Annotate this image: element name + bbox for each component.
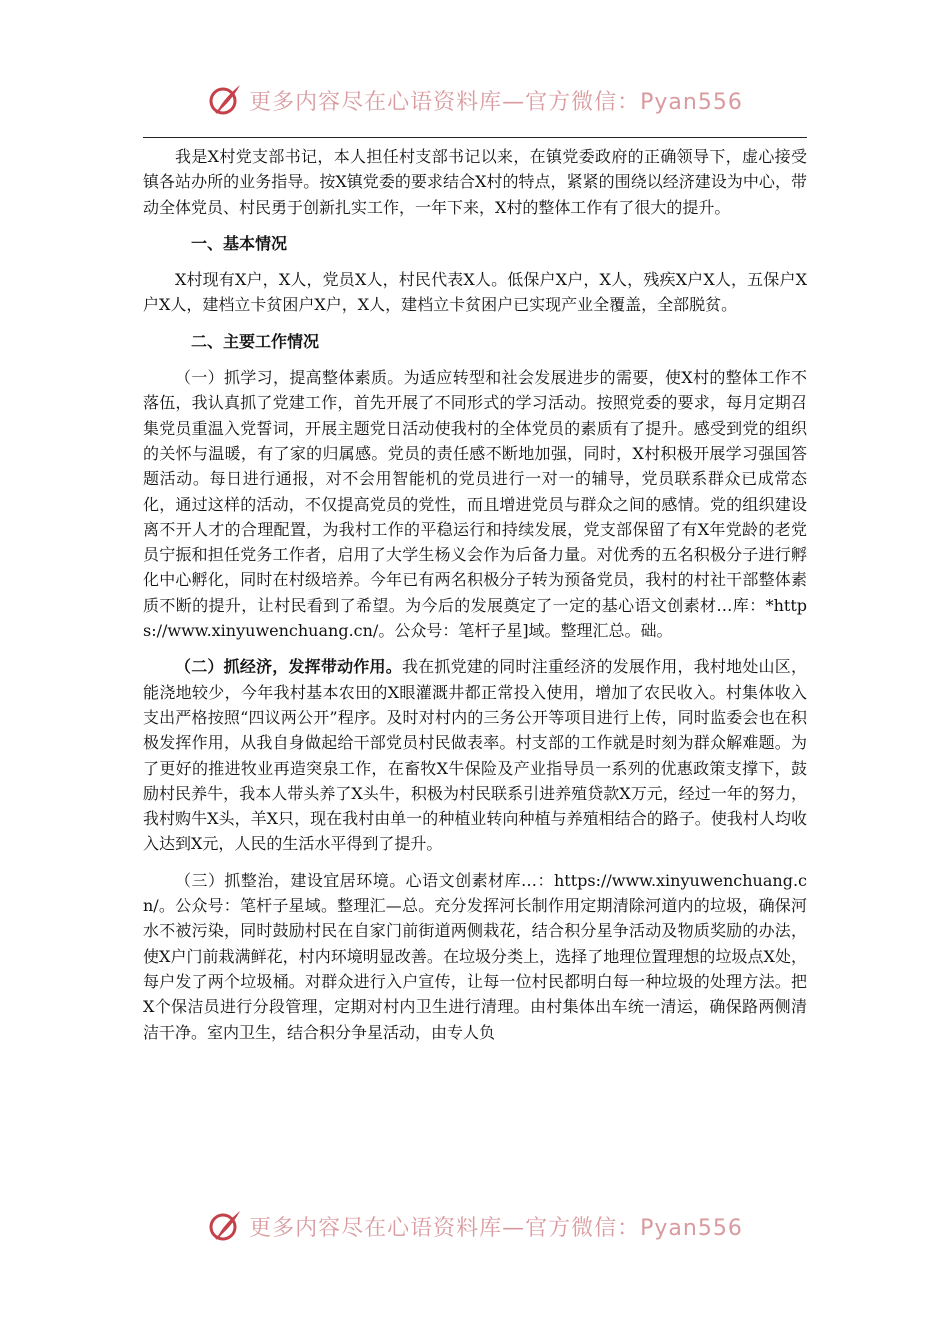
item-2-title: （二）抓经济，发挥带动作用。 [175, 657, 402, 677]
item-3-paragraph: （三）抓整治，建设宜居环境。心语文创素材库…：https://www.xinyuwenchuang.cn/。公众号：笔杆子星域。整理汇—总。充分发挥河长制作用定期清除河道内的垃圾，确保河水不被污染，同时鼓励村民在自家门前街道两侧栽花，结合积分星争活动及物质奖励的办法，使X户门前栽满鲜花，村内环境明显改善。在垃圾分类上，选择了地理位置理想的垃圾点X处，每户发了两个垃圾桶。对群众进行入户宣传，让每一位村民都明白每一种垃圾的处理方法。把X个保洁员进行分段管理，定期对村内卫生进行清理。由村集体出车统一清运，确保路两侧清洁干净。室内卫生，结合积分争星活动，由专人负 [143, 870, 807, 1042]
quill-pen-logo-icon [207, 82, 243, 118]
intro-paragraph: 我是X村党支部书记，本人担任村支部书记以来，在镇党委政府的正确领导下，虚心接受镇各站办所的业务指导。按X镇党委的要求结合X村的特点，紧紧的围绕以经济建设为中心，带动全体党员、村民勇于创新扎实工作，一年下来，X村的整体工作有了很大的提升。 [143, 147, 807, 217]
footer-banner [0, 1208, 950, 1244]
header-banner [0, 82, 950, 118]
section-1-heading: 一、基本情况 [191, 233, 288, 253]
document-body [143, 144, 807, 1045]
footer-banner-text: 更多内容尽在心语资料库—官方微信：Pyan556 [249, 1215, 743, 1241]
header-divider [143, 137, 807, 138]
item-2-body: 我在抓党建的同时注重经济的发展作用，我村地处山区，能浇地较少，今年我村基本农田的X眼灌溉井都正常投入使用，增加了农民收入。村集体收入支出严格按照“四议两公开”程序。及时对村内的三务公开等项目进行上传，同时监委会也在积极发挥作用，从我自身做起给干部党员村民做表率。村支部的工作就是时刻为群众解难题。为了更好的推进牧业再造突泉工作，在畜牧X牛保险及产业指导员一系列的优惠政策支撑下，鼓励村民养牛，我本人带头养了X头牛，积极为村民联系引进养殖贷款X万元，经过一年的努力，我村购牛X头，羊X只，现在我村由单一的种植业转向种植与养殖相结合的路子。使我村人均收入达到X元，人民的生活水平得到了提升。 [143, 657, 807, 854]
item-2-paragraph [143, 654, 807, 856]
section-1-paragraph: X村现有X户，X人，党员X人，村民代表X人。低保户X户，X人，残疾X户X人，五保户X户X人，建档立卡贫困户X户，X人，建档立卡贫困户已实现产业全覆盖，全部脱贫。 [143, 270, 807, 315]
section-2-heading: 二、主要工作情况 [191, 331, 320, 351]
quill-pen-logo-icon [207, 1208, 243, 1244]
header-banner-text: 更多内容尽在心语资料库—官方微信：Pyan556 [249, 89, 743, 115]
item-1-paragraph: （一）抓学习，提高整体素质。为适应转型和社会发展进步的需要，使X村的整体工作不落伍，我认真抓了党建工作，首先开展了不同形式的学习活动。按照党委的要求，每月定期召集党员重温入党誓词，开展主题党日活动使我村的全体党员的素质有了提升。感受到党的组织的关怀与温暖，有了家的归属感。党员的责任感不断地加强，同时，X村积极开展学习强国答题活动。每日进行通报，对不会用智能机的党员进行一对一的辅导，党员联系群众已成常态化，通过这样的活动，不仅提高党员的党性，而且增进党员与群众之间的感情。党的组织建设离不开人才的合理配置，为我村工作的平稳运行和持续发展，党支部保留了有X年党龄的老党员宁振和担任党务工作者，启用了大学生杨义会作为后备力量。对优秀的五名积极分子进行孵化中心孵化，同时在村级培养。今年已有两名积极分子转为预备党员，我村的村社干部整体素质不断的提升，让村民看到了希望。为今后的发展奠定了一定的基心语文创素材…库：*https://www.xinyuwenchuang.cn/。公众号：笔杆子星]域。整理汇总。础。 [143, 368, 807, 641]
